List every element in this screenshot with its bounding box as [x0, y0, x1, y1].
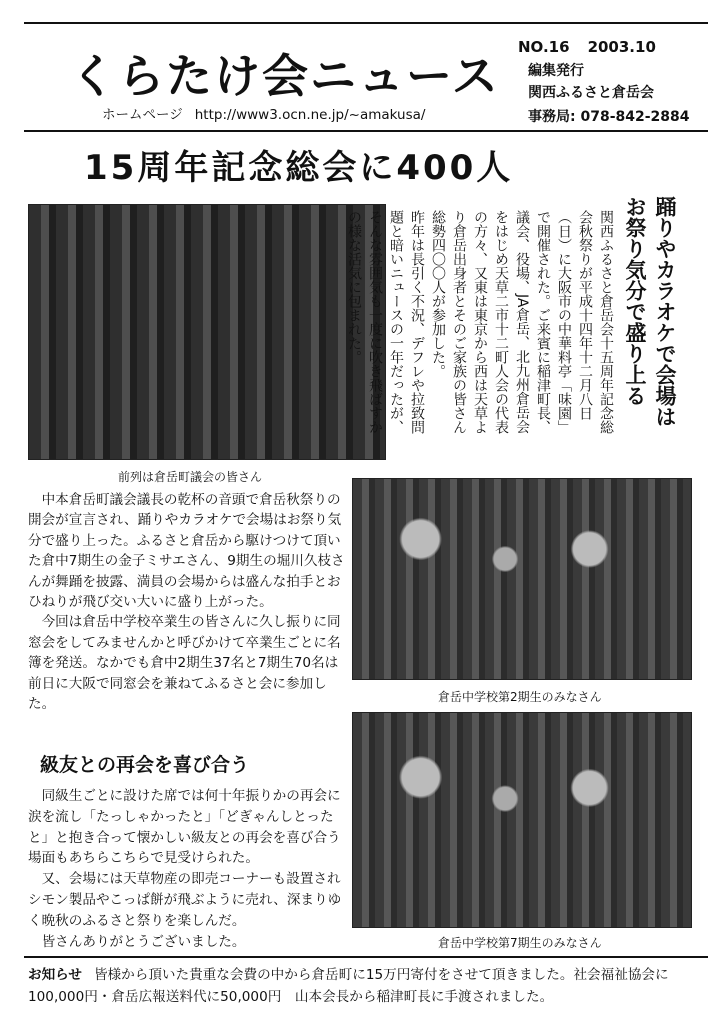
issue-number: NO.16: [518, 38, 570, 56]
homepage-url[interactable]: http://www3.ocn.ne.jp/~amakusa/: [194, 107, 426, 123]
newsletter-title: くらたけ会ニュース: [70, 49, 500, 103]
notice-label: お知らせ: [28, 967, 82, 983]
office-phone: 事務局: 078-842-2884: [528, 109, 690, 125]
homepage-label: ホームページ: [102, 107, 183, 123]
article-body: [28, 490, 348, 714]
body-paragraph-3: 同級生ごとに設けた席では何十年振りかの再会に涙を流し「たっしゃかったと」「どぎゃんしとったと」と抱き合って懐かしい級友との再会を喜び合う場面もあちらこちらで見受けられた。: [28, 788, 341, 867]
publisher-label: 編集発行: [528, 63, 584, 79]
lead-title-line2: お祭り気分で盛り上る: [623, 196, 647, 406]
body-paragraph-2: 今回は倉岳中学校卒業生の皆さんに久し振りに同窓会をしてみませんかと呼びかけて卒業生ごとに名簿を発送。なかでも倉中2期生37名と7期生70名は前日に大阪で同窓会を兼ねてふるさと会に参加した。: [28, 614, 341, 713]
lead-title: [620, 196, 680, 456]
body-paragraph-5: 皆さんありがとうございました。: [41, 933, 246, 950]
notice-text: 皆様から頂いた貴重な会費の中から倉岳町に15万円寄付をさせて頂きました。社会福祉協会に100,000円・倉岳広報送料代に50,000円 山本会長から稲津町長に手渡されました。: [28, 967, 669, 1005]
body-paragraph-4: 又、会場には天草物産の即売コーナーも設置されシモン製品やこっぱ餅が飛ぶように売れ、深まりゆく晩秋のふるさと祭りを楽しんだ。: [28, 871, 342, 929]
body-paragraph-1: 中本倉岳町議会議長の乾杯の音頭で倉岳秋祭りの開会が宣言され、踊りやカラオケで会場はお祭り気分で盛り上った。ふるさと倉岳から駆けつけて頂いた倉中7期生の金子ミサエさん、9期生の堀川久枝さんが舞踊を披露、満員の会場からは盛んな拍手とおひねりが飛び交い大いに盛り上がった。: [28, 492, 345, 611]
headline: 15周年記念総会に400人: [84, 148, 514, 188]
issue-line: [518, 38, 656, 56]
photo2-caption: 倉岳中学校第2期生のみなさん: [438, 690, 602, 704]
photo3-caption: 倉岳中学校第7期生のみなさん: [438, 936, 602, 950]
top-rule: [24, 22, 708, 24]
notice-box: [28, 964, 698, 1008]
notice-rule: [24, 956, 708, 958]
photo1-caption: 前列は倉岳町議会の皆さん: [118, 470, 263, 484]
organization-name: 関西ふるさと倉岳会: [528, 85, 654, 101]
lead-article: [346, 210, 616, 438]
subheading: 級友との再会を喜び合う: [40, 754, 250, 776]
article-body-2: [28, 786, 348, 952]
lead-paragraph-2: 昨年は長引く不況、デフレや拉致問題と暗いニュースの一年だったが、そんな雰囲気も一度に吹き飛ばすかの様な活気に包まれた。: [346, 210, 425, 434]
lead-title-line1: 踊りやカラオケで会場は: [653, 196, 677, 427]
issue-date: 2003.10: [587, 38, 656, 56]
masthead-rule: [24, 130, 708, 132]
homepage-line: [102, 103, 425, 123]
photo-class-2: [352, 478, 692, 680]
lead-paragraph-1: 関西ふるさと倉岳会十五周年記念総会秋祭りが平成十四年十二月八日（日）に大阪市の中華料亭「味園」で開催された。ご来賓に稲津町長、議会、役場、JA倉岳、北九州倉岳会をはじめ天草二市十二町人会の代表の方々、又東は東京から西は天草より倉岳出身者とそのご家族の皆さん総勢四〇〇人が参加した。: [430, 210, 614, 434]
photo-council-members: [28, 204, 386, 460]
photo-class-7: [352, 712, 692, 928]
